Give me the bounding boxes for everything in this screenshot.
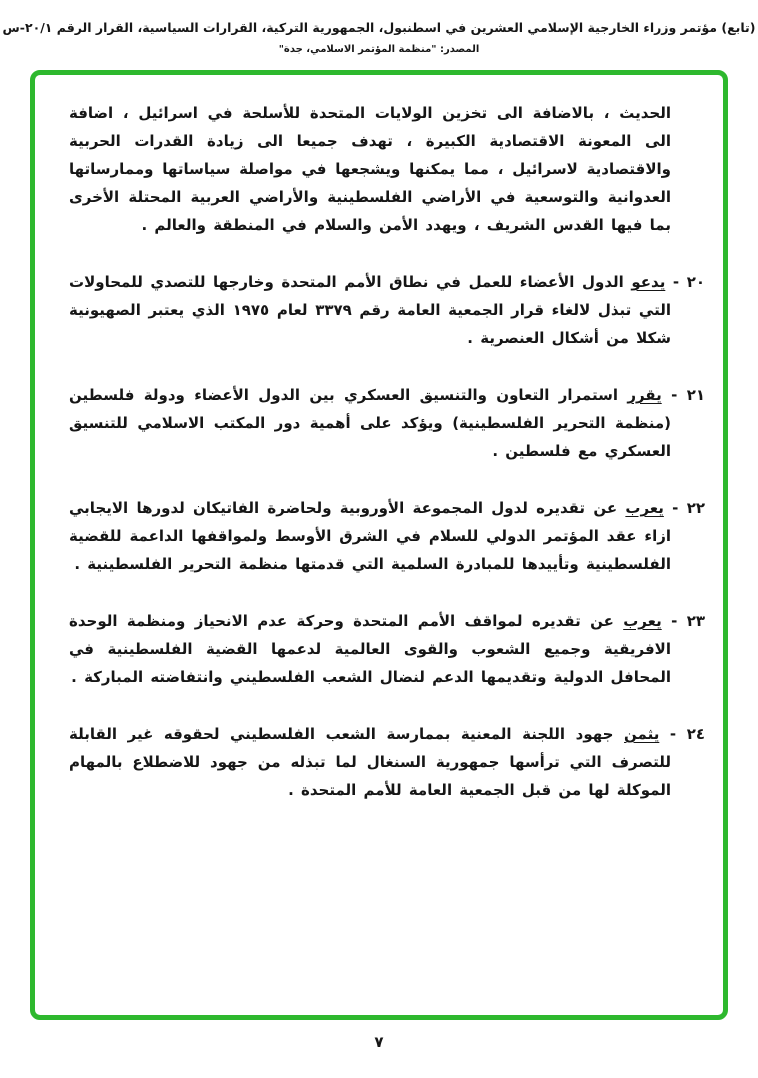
resolution-item-23 (69, 607, 705, 691)
item-lead-word: يثمن (624, 725, 660, 743)
header-source-line: المصدر: "منظمة المؤتمر الاسلامي، جدة" (278, 44, 480, 55)
header-title: (تابع) مؤتمر وزراء الخارجية الإسلامي العشرين في اسطنبول، الجمهورية التركية، القرارات السياسية، القرار الرقم ٢٠/١-س (2, 20, 756, 35)
item-text: جهود اللجنة المعنية بممارسة الشعب الفلسطيني لحقوقه غير القابلة للتصرف التي ترأسها جمهورية السنغال لما تبذله من جهود للاضطلاع بالمهام الموكلة لها من قبل الجمعية العامة للأمم المتحدة . (69, 725, 671, 799)
item-lead-word: يدعو (631, 273, 666, 291)
resolution-item-20 (69, 268, 705, 352)
item-number: ٢٢ - (663, 499, 705, 517)
item-text: عن تقديره لدول المجموعة الأوروبية ولحاضرة الفاتيكان لدورها الايجابي ازاء عقد المؤتمر الدولي للسلام في الشرق الأوسط ولمواقفها الداعمة للقضية الفلسطينية وتأييدها للمبادرة السلمية التي قدمتها منظمة التحرير الفلسطينية . (69, 499, 671, 573)
item-lead-word: يعرب (623, 612, 662, 630)
item-number: ٢٤ - (659, 725, 705, 743)
item-text: استمرار التعاون والتنسيق العسكري بين الدول الأعضاء ودولة فلسطين (منظمة التحرير الفلسطينية) ويؤكد على أهمية دور المكتب الاسلامي للتنسيق العسكري مع فلسطين . (69, 386, 671, 460)
resolution-item-24 (69, 720, 705, 804)
item-number: ٢٠ - (665, 273, 706, 291)
item-number: ٢١ - (661, 386, 706, 404)
page-number: ٧ (374, 1033, 384, 1051)
resolution-item-21 (69, 381, 705, 465)
item-text: الدول الأعضاء للعمل في نطاق الأمم المتحدة وخارجها للتصدي للمحاولات التي تبذل لالغاء قرار الجمعية العامة رقم ٣٣٧٩ لعام ١٩٧٥ الذي يعتبر الصهيونية شكلا من أشكال العنصرية . (69, 273, 671, 347)
green-border-content-box (30, 70, 728, 1020)
item-lead-word: يقرر (627, 386, 662, 404)
item-lead-word: يعرب (625, 499, 664, 517)
item-number: ٢٣ - (661, 612, 705, 630)
page-footer (0, 1032, 758, 1051)
intro-paragraph: الحديث ، بالاضافة الى تخزين الولايات المتحدة للأسلحة في اسرائيل ، اضافة الى المعونة الاقتصادية الكبيرة ، تهدف جميعا الى زيادة القدرات الحربية والاقتصادية لاسرائيل ، مما يمكنها ويشجعها في مواصلة سياساتها وممارساتها العدوانية والتوسعية في الأراضي الفلسطينية والأراضي العربية المحتلة الأخرى بما فيها القدس الشريف ، ويهدد الأمن والسلام في المنطقة والعالم . (69, 104, 671, 234)
resolution-item-22 (69, 494, 705, 578)
document-header (0, 20, 758, 55)
item-text: عن تقديره لمواقف الأمم المتحدة وحركة عدم الانحياز ومنظمة الوحدة الافريقية وجميع الشعوب والقوى العالمية لدعمها القضية الفلسطينية في المحافل الدولية وتقديمها الدعم لنضال الشعب الفلسطيني وانتفاضته المباركة . (69, 612, 671, 686)
